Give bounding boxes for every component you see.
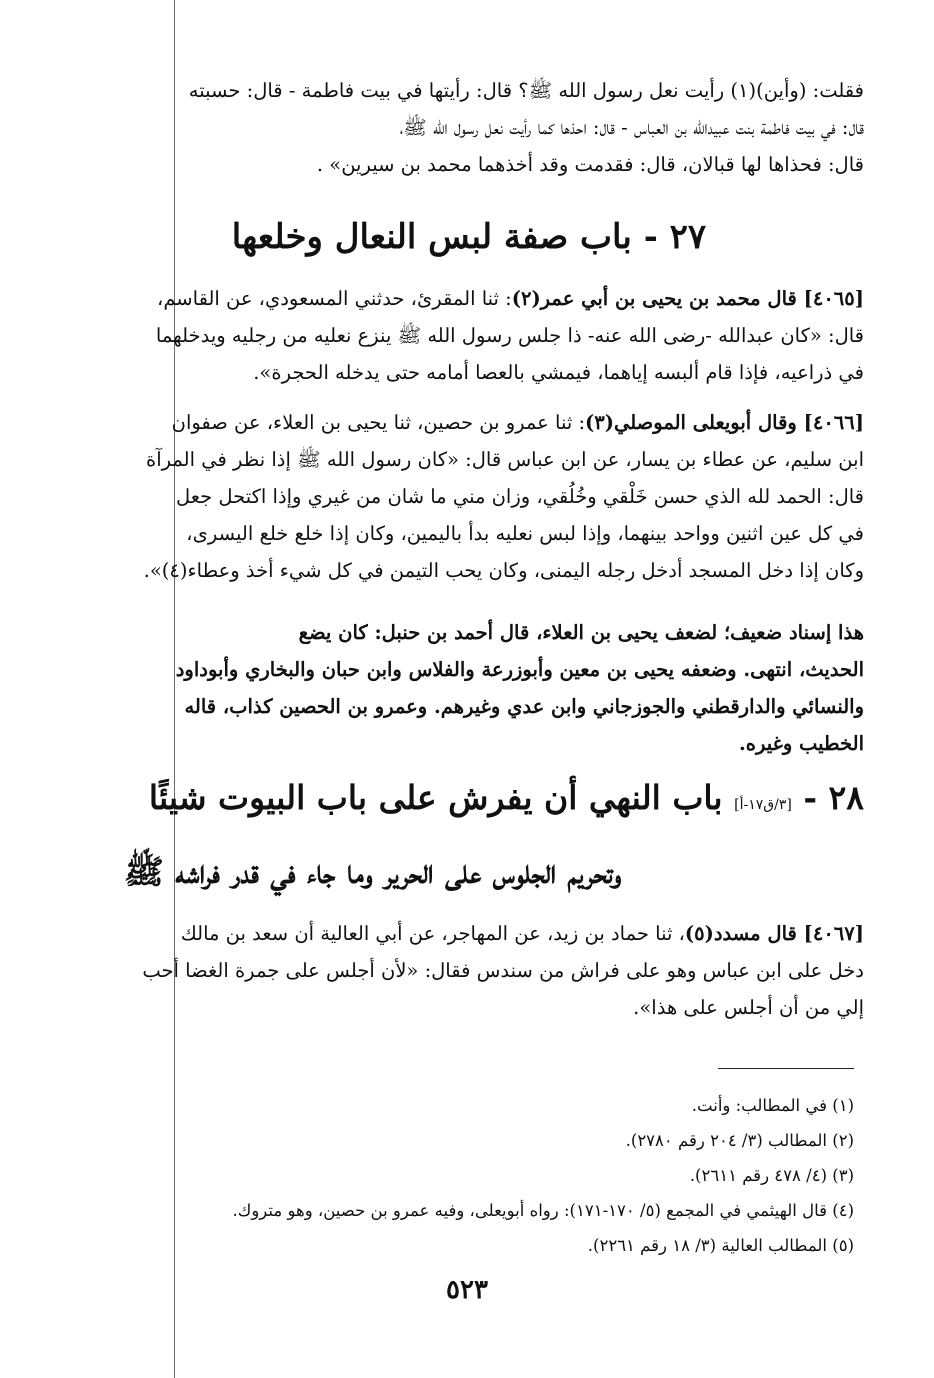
hadith-lead: [٤٠٦٦] وقال أبويعلى الموصلي(٣) xyxy=(585,411,864,434)
chapter-28-title-line2: وتحريم الجلوس على الحرير وما جاء في قدر فراشه ﷺ xyxy=(124,852,622,891)
intro-paragraph xyxy=(74,72,864,183)
text-line: هذا إسناد ضعيف؛ لضعف يحيى بن العلاء، قال أحمد بن حنبل: كان يضع xyxy=(298,621,864,644)
chapter-28-heading-line1 xyxy=(74,774,864,829)
footnote-separator xyxy=(718,1068,854,1069)
text-line: قال: فحذاها لها قبالان، قال: فقدمت وقد أخذهما محمد بن سيرين» . xyxy=(316,153,864,176)
page-number: ٥٢٣ xyxy=(446,1275,488,1305)
chapter-28-title-line1: باب النهي أن يفرش على باب البيوت شيئًا xyxy=(148,778,723,817)
commentary-paragraph xyxy=(74,614,864,762)
text-line xyxy=(74,915,864,952)
text-line: والنسائي والدارقطني والجوزجاني وابن عدي وغيرهم. وعمرو بن الحصين كذاب، قاله xyxy=(184,695,864,718)
text-line: قال: «كان عبدالله -رضى الله عنه- ذا جلس رسول الله ﷺ ينزع نعليه من رجليه ويدخلهما xyxy=(155,324,864,347)
footnote: (٤) قال الهيثمي في المجمع (٥/ ١٧٠-١٧١): رواه أبويعلى، وفيه عمرو بن حصين، وهو متروك. xyxy=(232,1201,854,1220)
hadith-text: : ثنا عمرو بن حصين، ثنا يحيى بن العلاء، عن صفوان xyxy=(171,411,586,434)
text-line: قال: الحمد لله الذي حسن خَلْقي وخُلُقي، وزان مني ما شان من غيري وإذا اكتحل جعل xyxy=(175,485,864,508)
footnote: (٢) المطالب (٣/ ٢٠٤ رقم ٢٧٨٠). xyxy=(625,1131,854,1150)
chapter-27-heading-block xyxy=(74,213,864,261)
text-line: في ذراعيه، فإذا قام ألبسه إياهما، فيمشي بالعصا أمامه حتى يدخله الحجرة». xyxy=(253,361,864,384)
text-line: قال: في بيت فاطمة بنت عبيدالله بن العباس - قال: احذها كما رأيت نعل رسول الله ﷺ، xyxy=(399,116,864,139)
text-line: فقلت: (وأين)(١) رأيت نعل رسول الله ﷺ؟ قال: رأيتها في بيت فاطمة - قال: حسبته xyxy=(188,79,864,102)
text-line xyxy=(74,404,864,441)
hadith-lead: [٤٠٦٥] قال محمد بن يحيى بن أبي عمر(٢) xyxy=(511,287,864,310)
hadith-lead: [٤٠٦٧] قال مسدد(٥) xyxy=(684,922,864,945)
text-line: دخل على ابن عباس وهو على فراش من سندس فقال: «لأن أجلس على جمرة الغضا أحب xyxy=(142,959,864,982)
hadith-4066 xyxy=(74,404,864,589)
hadith-4067 xyxy=(74,915,864,1026)
manuscript-ref: [٣/ق١٧-أ] xyxy=(734,797,792,813)
text-line: الحديث، انتهى. وضعفه يحيى بن معين وأبوزرعة والفلاس وابن حبان والبخاري وأبوداود xyxy=(175,658,864,681)
hadith-4065 xyxy=(74,280,864,391)
chapter-28-number: ٢٨ - xyxy=(803,778,864,817)
footnote: (١) في المطالب: وأنت. xyxy=(691,1096,854,1115)
text-line: وكان إذا دخل المسجد أدخل رجله اليمنى، وكان يحب التيمن في كل شيء أخذ وعطاء(٤)». xyxy=(143,559,864,582)
footnote: (٣) (٤/ ٤٧٨ رقم ٢٦١١). xyxy=(689,1166,854,1185)
chapter-27-title: ٢٧ - باب صفة لبس النعال وخلعها xyxy=(231,217,707,257)
text-line xyxy=(74,280,864,317)
chapter-28-heading-line2 xyxy=(124,848,864,896)
text-line: الخطيب وغيره. xyxy=(738,732,864,755)
footnote: (٥) المطالب العالية (٣/ ١٨ رقم ٢٢٦١). xyxy=(587,1236,854,1255)
text-line: إلي من أن أجلس على هذا». xyxy=(633,996,864,1019)
text-line: ابن سليم، عن عطاء بن يسار، عن ابن عباس قال: «كان رسول الله ﷺ إذا نظر في المرآة xyxy=(145,448,864,471)
text-line: في كل عين اثنين وواحد بينهما، وإذا لبس نعليه بدأ باليمين، وكان إذا خلع خلع اليسرى، xyxy=(186,522,864,545)
footnotes xyxy=(74,1088,854,1263)
hadith-text: : ثنا المقرئ، حدثني المسعودي، عن القاسم، xyxy=(157,287,512,310)
hadith-text: ، ثنا حماد بن زيد، عن المهاجر، عن أبي العالية أن سعد بن مالك xyxy=(180,922,685,945)
